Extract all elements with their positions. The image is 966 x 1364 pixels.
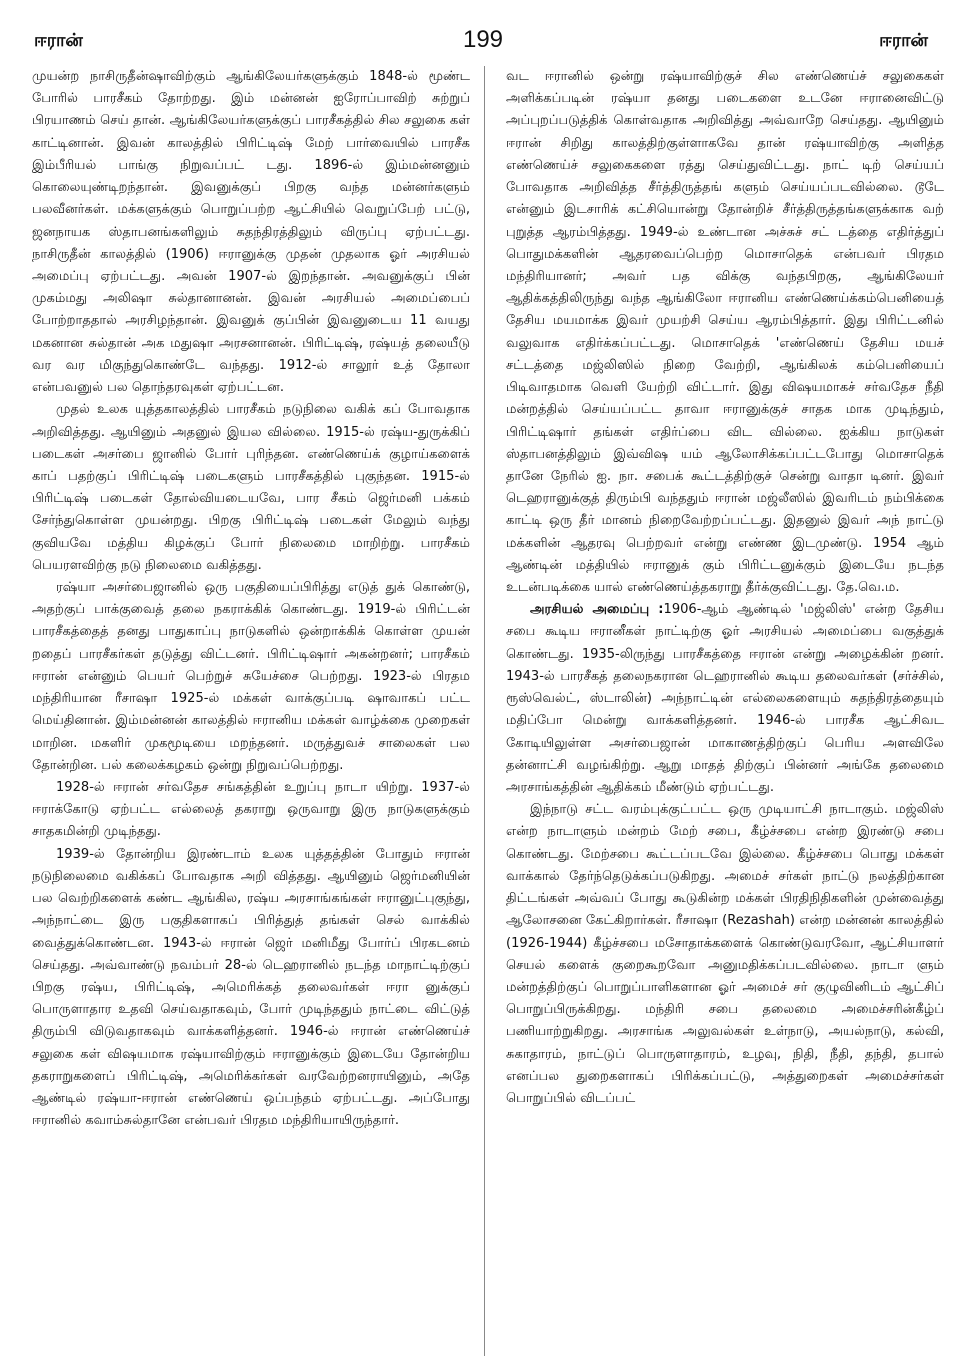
paragraph: வட ஈரானில் ஒன்று ரஷ்யாவிற்குச் சில எண்ணெய்ச் சலுகைகள் அளிக்கப்படின் ரஷ்யா தனது படைகளை உடனே ஈரானைவிட்டு அப்புறப்படுத்திக் கொள்வதாக அறிவித்து அவ்வாறே செய்தது. ஆயினும் ஈரான் சிறிது காலத்திற்குள்ளாகவே தான் ரஷ்யாவிற்கு அளித்த எண்ணெய்ச் சலுகைகளை ரத்து செய்துவிட்டது. நாட் டிற் செய்யப் போவதாக அறிவித்த சீர்த்திருத்தங் களும் செய்யப்படவில்லை. டூடே என்னும் இடசாரிக் கட்சியொன்று தோன்றிச் சீர்த்திருத்தங்களுக்காக வற் புறுத்த ஆரம்பித்தது. 1949-ல் உண்டான அச்சுச் சட் டத்தை எதிர்த்துப் பொதுமக்களின் ஆதரவைப்பெற்ற மொசாதெக் என்பவர் பிரதம மந்திரியானர்; அவர் பத விக்கு வந்தபிறகு, ஆங்கிலேயர் ஆதிக்கத்திலிருந்து வந்த ஆங்கிலோ ஈரானிய எண்ணெய்க்கம்பெனியைத் தேசிய மயமாக்க இவர் முயற்சி செய்ய ஆரம்பித்தார். இது பிரிட்டனில் வலுவாக எதிர்க்கப்பட்டது. மொசாதெக் 'எண்ணெய் தேசிய மயச் சட்டத்தை மஜ்லிஸில் நிறை வேற்றி, ஆங்கிலக் கம்பெனியைப் பிடிவாதமாக வெளி யேற்றி விட்டார். இது விஷயமாகச் சர்வதேச நீதி மன்றத்தில் செய்யப்பட்ட தாவா ஈரானுக்குச் சாதக மாக முடிந்தும், பிரிட்டிஷார் தங்கள் எதிர்ப்பை விட வில்லை. ஐக்கிய நாடுகள் ஸ்தாபனத்திலும் இவ்விஷ யம் ஆலோசிக்கப்பட்டபோது மொசாதெக் தானே நேரில் ஐ. நா. சபைக் கூட்டத்திற்குச் சென்று வாதா டினர். இவர் டெஹரானுக்குத் திரும்பி வந்ததும் ஈரான் மஜ்லீஸில் இவரிடம் நம்பிக்கை காட்டி ஒரு தீர் மானம் நிறைவேற்றப்பட்டது. இதனுல் இவர் அந் நாட்டு மக்களின் ஆதரவு பெற்றவர் என்று எண்ண இடமுண்டு. 1954 ஆம் ஆண்டின் மத்தியில் ஈரானுக் கும் பிரிட்டனுக்கும் இடையே நடந்த உடன்படிக்கை யால் எண்ணெய்த்தகராறு தீர்க்குவிட்டது. தே.வெ.ம. (506, 69, 944, 596)
paragraph: 1939-ல் தோன்றிய இரண்டாம் உலக யுத்தத்தின் போதும் ஈரான் நடுநிலைமை வகிக்கப் போவதாக அறி வித்தது. ஆயினும் ஜெர்மனியின் பல வெற்றிகளைக் கண்ட ஆங்கில, ரஷ்ய அரசாங்கங்கள் ஈரானுட்புகுந்து, அந்நாட்டை இரு பகுதிகளாகப் பிரித்துத் தங்கள் செல் வாக்கில் வைத்துக்கொண்டன. 1943-ல் ஈரான் ஜெர் மனிமீது போர்ப் பிரகடனம் செய்தது. அவ்வாண்டு நவம்பர் 28-ல் டெஹரானில் நடந்த மாநாட்டிற்குப் பிறகு ரஷ்ய, பிரிட்டிஷ், அமெரிக்கத் தலைவர்கள் ஈரா னுக்குப் பொருளாதார உதவி செய்வதாகவும், போர் முடிந்ததும் நாட்டை விட்டுத் திரும்பி விடுவதாகவும் வாக்களித்தனர். 1946-ல் ஈரான் எண்ணெய்ச் சலுகை கள் விஷயமாக ரஷ்யாவிற்கும் ஈரானுக்கும் இடையே தோன்றிய தகராறுகளைப் பிரிட்டிஷ், அமெரிக்கர்கள் வரவேற்றனராயினும், அதே ஆண்டில் ரஷ்யா-ஈரான் எண்ணெய் ஒப்பந்தம் ஏற்பட்டது. அப்போது ஈரானில் கவாம்சுல்தானே என்பவர் பிரதம மந்திரியாயிருந்தார். (32, 846, 470, 1129)
left-column (32, 66, 470, 1356)
right-column (506, 66, 944, 1356)
paragraph: முயன்ற நாசிருதீன்ஷாவிற்கும் ஆங்கிலேயர்களுக்கும் 1848-ல் மூண்ட போரில் பாரசீகம் தோற்றது. இம் மன்னன் ஐரோப்பாவிற் சுற்றுப் பிரயாணம் செய் தான். ஆங்கிலேயர்களுக்குப் பாரசீகத்தில் சில சலுகை கள் காட்டினான். இவன் காலத்தில் பிரிட்டிஷ் மேற் பார்வையில் பாரசீக இம்பீரியல் பாங்கு நிறுவப்பட் டது. 1896-ல் இம்மன்னனும் கொலையுண்டிறந்தான். இவனுக்குப் பிறகு வந்த மன்னர்களும் பலவீனர்கள். மக்களுக்கும் பொறுப்பற்ற ஆட்சியில் வெறுப்பேற் பட்டு, ஜனநாயக ஸ்தாபனங்களிலும் சுதந்திரத்திலும் விருப்பு ஏற்பட்டது. நாசிருதீன் காலத்தில் (1906) ஈரானுக்கு முதன் முதலாக ஓர் அரசியல் அமைப்பு ஏற்பட்டது. அவன் 1907-ல் இறந்தான். அவனுக்குப் பின் முகம்மது அலிஷா சுல்தானானன். இவன் அரசியல் அமைப்பைப் போற்றாததால் அரசிழந்தான். இவனுக் குப்பின் இவனுடைய 11 வயது மகனான சுல்தான் அக மதுஷா அரசனானன். பிரிட்டிஷ், ரஷ்யத் தலையீடு வர வர மிகுந்துகொண்டே வந்தது. 1912-ல் சாலூர் உத் தோலா என்பவனுல் பல தொந்தரவுகள் ஏற்பட்டன. (32, 69, 470, 396)
running-head-right: ஈரான் (879, 30, 928, 51)
section-paragraph (506, 599, 944, 799)
paragraph: 1928-ல் ஈரான் சர்வதேச சங்கத்தின் உறுப்பு நாடா யிற்று. 1937-ல் ஈராக்கோடு ஏற்பட்ட எல்லைத் தகராறு ஒருவாறு இரு நாடுகளுக்கும் சாதகமின்றி முடிந்தது. (32, 780, 470, 840)
section-heading: அரசியல் அமைப்பு : (530, 602, 664, 618)
paragraph: முதல் உலக யுத்தகாலத்தில் பாரசீகம் நடுநிலை வகிக் கப் போவதாக அறிவித்தது. ஆயினும் அதனுல் இயல வில்லை. 1915-ல் ரஷ்ய-துருக்கிப் படைகள் அசர்பை ஜானில் போர் புரிந்தன. எண்ணெய்க் குழாய்களைக் காப் பதற்குப் பிரிட்டிஷ் படைகளும் பாரசீகத்தில் புகுந்தன. 1915-ல் பிரிட்டிஷ் படைகள் தோல்வியடையவே, பார சீகம் ஜெர்மனி பக்கம் சேர்ந்துகொள்ள முயன்றது. பிறகு பிரிட்டிஷ் படைகள் மேலும் வந்து குவியவே மத்திய கிழக்குப் போர் நிலைமை மாறிற்று. பாரசீகம் பெயரளவிற்கு நடு நிலைமை வகித்தது. (32, 402, 470, 573)
paragraph: ரஷ்யா அசர்பைஜானில் ஒரு பகுதியைப்பிரித்து எடுத் துக் கொண்டு, அதற்குப் பாக்குவைத் தலை நகராக்கிக் கொண்டது. 1919-ல் பிரிட்டன் பாரசீகத்தைத் தனது பாதுகாப்பு நாடுகளில் ஒன்றாக்கிக் கொள்ள முயன் றதைப் பாரசீகர்கள் தடுத்து விட்டனர். பிரிட்டிஷார் அகன்றனர்; பாரசீகம் ஈரான் என்னும் பெயர் பெற்றுச் சுயேச்சை பெற்றது. 1923-ல் பிரதம மந்திரியான ரீசாஷா 1925-ல் மக்கள் வாக்குப்படி ஷாவாகப் பட்ட மெய்தினான். இம்மன்னன் காலத்தில் ஈரானிய மக்கள் வாழ்க்கை முறைகள் மாறின. மகளிர் முகமூடியை மறந்தனர். மருத்துவச் சாலைகள் பல தோன்றின. பல் கலைக்கழகம் ஒன்று நிறுவப்பெற்றது. (32, 580, 470, 773)
running-head-left: ஈரான் (34, 30, 83, 51)
section-text: 1906-ஆம் ஆண்டில் 'மஜ்லிஸ்' என்ற தேசிய சபை கூடிய ஈரானீகள் நாட்டிற்கு ஓர் அரசியல் அமைப்பை வகுத்துக் கொண்டது. 1935-லிருந்து பாரசீகத்தை ஈரான் என்று அழைக்கின் றனர். 1943-ல் பாரசீகத் தலைநகரான டெஹரானில் கூடிய தலைவர்கள் (சர்ச்சில், ரூஸ்வெல்ட், ஸ்டாலின்) அந்நாட்டின் எல்லைகளையும் சுதந்திரத்தையும் மதிப்போ மென்று வாக்களித்தனர். 1946-ல் பாரசீக ஆட்சிவட கோடியிலுள்ள அசர்பைஜான் மாகாணத்திற்குப் பெரிய அளவிலே தன்னாட்சி வழங்கிற்று. ஆறு மாதத் திற்குப் பின்னர் அங்கே தலைமை அரசாங்கத்தின் ஆதிக்கம் மீண்டும் ஏற்பட்டது. (506, 602, 944, 795)
column-divider (484, 66, 485, 1356)
page-number: 199 (462, 26, 504, 53)
page-header (0, 0, 966, 60)
paragraph: இந்நாடு சட்ட வரம்புக்குட்பட்ட ஒரு முடியாட்சி நாடாகும். மஜ்லிஸ் என்ற நாடாளும் மன்றம் மேற் சபை, கீழ்ச்சபை என்ற இரண்டு சபை கொண்டது. மேற்சபை கூட்டப்படவே இல்லை. கீழ்ச்சபை பொது மக்கள் வாக்கால் தேர்ந்தெடுக்கப்படுகிறது. அமைச் சர்கள் நாட்டு நலத்திற்கான திட்டங்கள் அவ்வப் போது கூடுகின்ற மக்கள் பிரதிநிதிகளின் முன்வைத்து ஆலோசனை கேட்கிறார்கள். ரீசாஷா (Rezashah) என்ற மன்னன் காலத்தில் (1926-1944) கீழ்ச்சபை மசோதாக்களைக் கொண்டுவரவோ, ஆட்சியாளர் செயல் களைக் குறைகூறவோ அனுமதிக்கப்படவில்லை. நாடா ளும் மன்றத்திற்குப் பொறுப்பாளிகளான ஓர் அமைச் சர் குழுவினிடம் ஆட்சிப் பொறுப்பிருக்கிறது. மந்திரி சபை தலைமை அமைச்சரின்கீழ்ப் பணியாற்றுகிறது. அரசாங்க அலுவல்கள் உள்நாடு, அயல்நாடு, கல்வி, சுகாதாரம், நாட்டுப் பொருளாதாரம், உழவு, நிதி, நீதி, தந்தி, தபால் எனப்பல துறைகளாகப் பிரிக்கப்பட்டு, அத்துறைகள் அமைச்சர்கள் பொறுப்பில் விடப்பட் (506, 802, 944, 1107)
